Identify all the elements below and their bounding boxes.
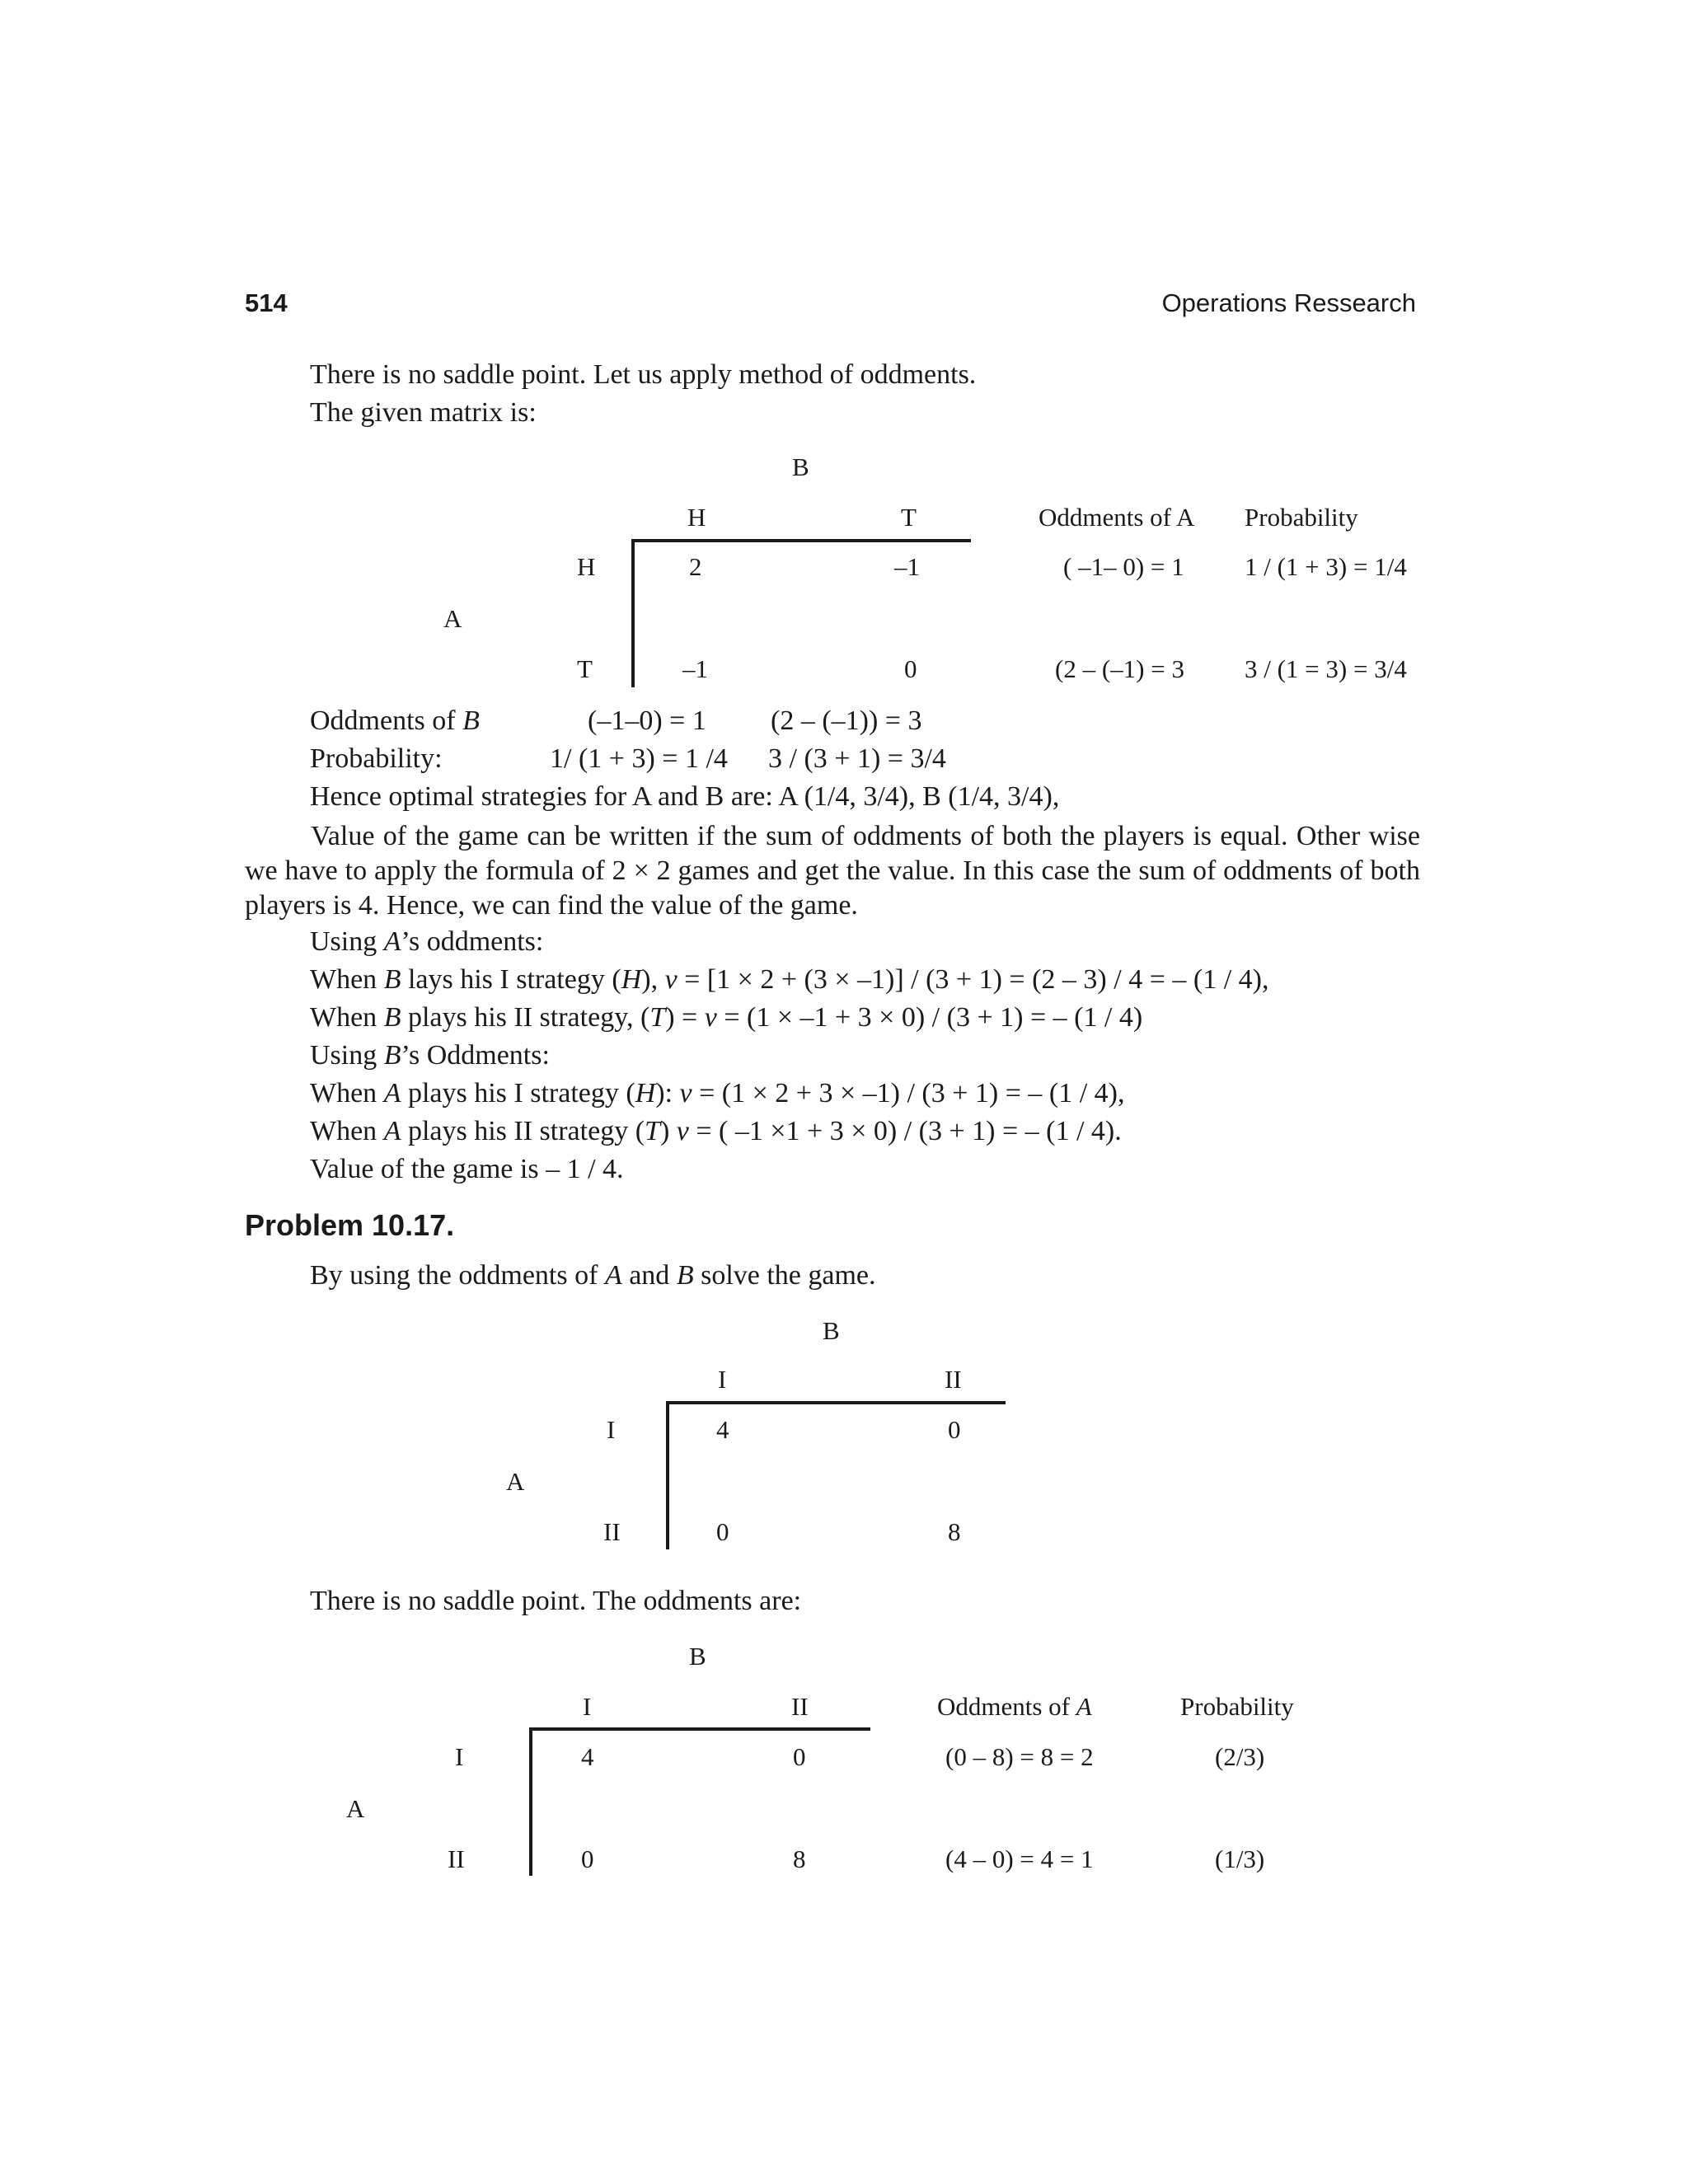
page-number: 514: [245, 288, 288, 317]
matrix-left-border: [631, 539, 635, 687]
using-b-oddments: Using B’s Oddments:: [310, 1040, 550, 1071]
row-header-ii: II: [603, 1517, 621, 1546]
cell: 0: [948, 1415, 961, 1444]
column-player-label: B: [792, 452, 809, 481]
oddment-row-1: (0 – 8) = 8 = 2: [945, 1742, 1094, 1771]
row-header-t: T: [577, 654, 593, 683]
using-a-oddments: Using A’s oddments:: [310, 926, 544, 957]
row-header-i: I: [607, 1415, 616, 1444]
column-header-i: I: [718, 1365, 727, 1394]
column-header-ii: II: [945, 1365, 962, 1394]
row-player-label: A: [506, 1467, 525, 1496]
value-paragraph: Value of the game can be written if the sum of oddments of both the players is equal. Other wise we have to apply the formula of 2 × 2 games and get the value. In this case the sum of oddments of both players is 4. Hence, we can find the value of the game.: [245, 821, 1420, 921]
cell: 8: [948, 1517, 961, 1546]
cell: 0: [716, 1517, 729, 1546]
probability-row-2: (1/3): [1215, 1844, 1265, 1873]
probability-row-2: 3 / (1 = 3) = 3/4: [1245, 654, 1407, 683]
oddment-row-1: ( –1– 0) = 1: [1063, 552, 1184, 581]
column-player-label: B: [689, 1642, 706, 1671]
no-saddle-text: There is no saddle point. The oddments are:: [310, 1586, 802, 1616]
calc-line-b2: When B plays his II strategy, (T) = v = (1 × –1 + 3 × 0) / (3 + 1) = – (1 / 4): [310, 1002, 1143, 1033]
row-header-ii: II: [448, 1844, 465, 1873]
row-header-i: I: [455, 1742, 464, 1771]
cell: 8: [793, 1844, 806, 1873]
problem-statement: By using the oddments of A and B solve the game.: [310, 1260, 876, 1291]
cell: 0: [793, 1742, 806, 1771]
calc-line-a2: When A plays his II strategy (T) v = ( –1 ×1 + 3 × 0) / (3 + 1) = – (1 / 4).: [310, 1116, 1122, 1146]
probability-b-label: Probability:: [310, 743, 443, 774]
matrix-left-border: [529, 1727, 532, 1876]
probability-row-1: 1 / (1 + 3) = 1/4: [1245, 552, 1407, 581]
intro-line-2: The given matrix is:: [310, 397, 537, 428]
game-value: Value of the game is – 1 / 4.: [310, 1154, 624, 1184]
column-header-h: H: [687, 503, 706, 532]
optimal-strategies: Hence optimal strategies for A and B are: A (1/4, 3/4), B (1/4, 3/4),: [310, 781, 1060, 812]
oddment-b-col-1: (–1–0) = 1: [588, 705, 706, 736]
probability-header: Probability: [1180, 1692, 1294, 1721]
oddment-row-2: (2 – (–1) = 3: [1055, 654, 1184, 683]
oddment-row-2: (4 – 0) = 4 = 1: [945, 1844, 1094, 1873]
cell: 0: [581, 1844, 594, 1873]
probability-b-col-2: 3 / (3 + 1) = 3/4: [768, 743, 946, 774]
probability-row-1: (2/3): [1215, 1742, 1265, 1771]
oddments-header: Oddments of A: [937, 1692, 1092, 1721]
cell: 0: [904, 654, 917, 683]
oddment-b-col-2: (2 – (–1)) = 3: [771, 705, 922, 736]
cell: 2: [689, 552, 702, 581]
column-header-t: T: [901, 503, 917, 532]
intro-line-1: There is no saddle point. Let us apply method of oddments.: [310, 359, 977, 390]
matrix-top-border: [666, 1401, 1006, 1404]
probability-b-col-1: 1/ (1 + 3) = 1 /4: [550, 743, 728, 774]
row-player-label: A: [443, 604, 462, 633]
oddments-b-label: Oddments of B: [310, 705, 480, 736]
oddments-header: Oddments of A: [1039, 503, 1195, 532]
probability-header: Probability: [1245, 503, 1358, 532]
calc-line-a1: When A plays his I strategy (H): v = (1 × 2 + 3 × –1) / (3 + 1) = – (1 / 4),: [310, 1078, 1125, 1108]
row-player-label: A: [346, 1794, 365, 1823]
row-header-h: H: [577, 552, 596, 581]
calc-line-b1: When B lays his I strategy (H), v = [1 × 2 + (3 × –1)] / (3 + 1) = (2 – 3) / 4 = – (1 / 4),: [310, 964, 1269, 995]
cell: 4: [581, 1742, 594, 1771]
cell: –1: [682, 654, 708, 683]
column-player-label: B: [823, 1316, 840, 1345]
cell: 4: [716, 1415, 729, 1444]
column-header-ii: II: [791, 1692, 809, 1721]
cell: –1: [894, 552, 920, 581]
matrix-left-border: [666, 1401, 669, 1549]
problem-title: Problem 10.17.: [245, 1208, 455, 1242]
matrix-top-border: [631, 539, 971, 542]
column-header-i: I: [583, 1692, 592, 1721]
running-title: Operations Ressearch: [1161, 288, 1416, 317]
matrix-top-border: [529, 1727, 870, 1731]
